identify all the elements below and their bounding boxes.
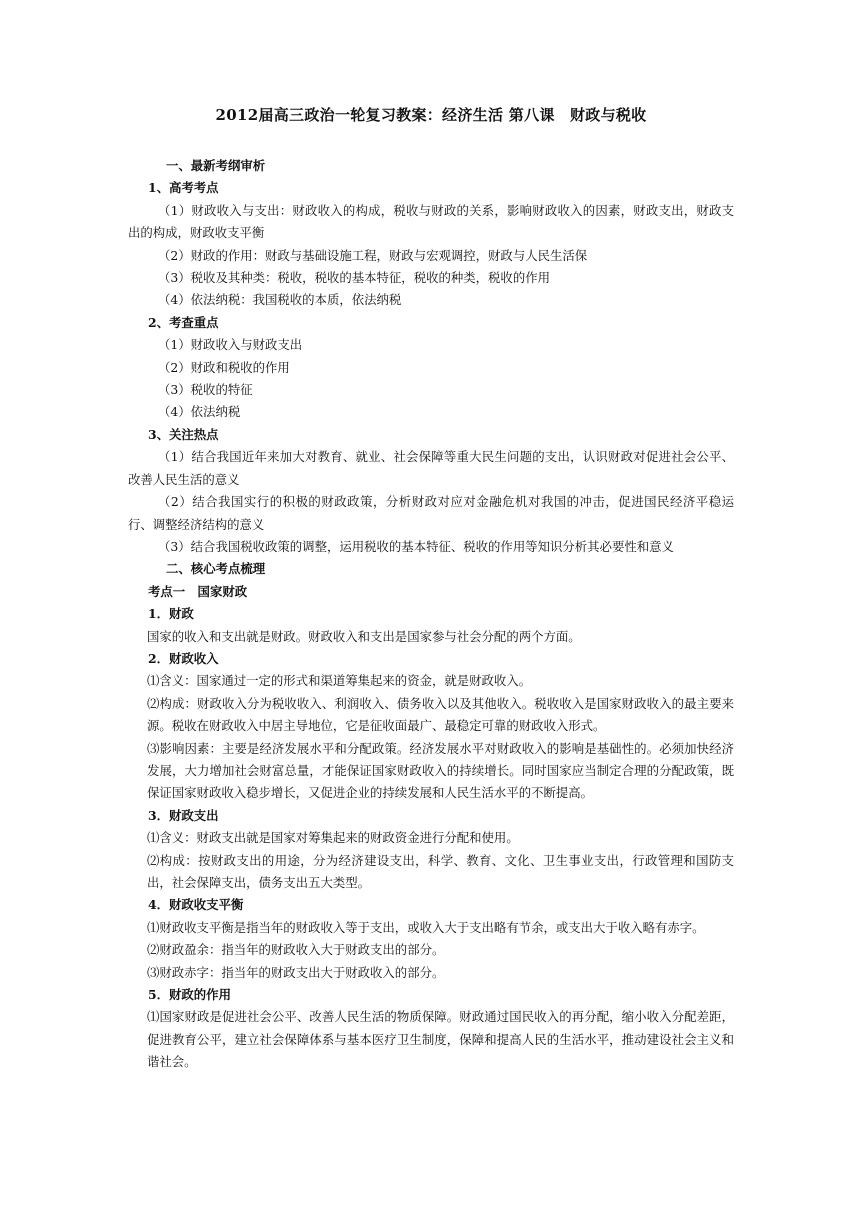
- topic-heading: 考点一 国家财政: [148, 583, 248, 599]
- paragraph: （4）依法纳税: [158, 404, 241, 420]
- subsection-heading: 2．财政收入: [148, 650, 219, 666]
- document-title: 2012届高三政治一轮复习教案：经济生活 第八课 财政与税收: [215, 106, 647, 124]
- subsection-heading: 1．财政: [148, 606, 194, 622]
- paragraph: ⑵构成：按财政支出的用途，分为经济建设支出，科学、教育、文化、卫生事业支出，行政管理和国防支出，社会保障支出，债务支出五大类型。: [147, 852, 734, 890]
- paragraph: ⑴国家财政是促进社会公平、改善人民生活的物质保障。财政通过国民收入的再分配，缩小收入分配差距，促进教育公平，建立社会保障体系与基本医疗卫生制度，保障和提高人民的生活水平，推动建设社会主义和谐社会。: [147, 1009, 734, 1070]
- paragraph: （3）结合我国税收政策的调整，运用税收的基本特征、税收的作用等知识分析其必要性和意义: [158, 538, 674, 554]
- section-heading: 二、核心考点梳理: [166, 561, 266, 577]
- paragraph: （1）结合我国近年来加大对教育、就业、社会保障等重大民生问题的支出，认识财政对促进社会公平、改善人民生活的意义: [128, 449, 734, 487]
- paragraph: （3）税收及其种类：税收，税收的基本特征，税收的种类，税收的作用: [158, 270, 550, 286]
- paragraph: ⑶影响因素：主要是经济发展水平和分配政策。经济发展水平对财政收入的影响是基础性的。必须加快经济发展，大力增加社会财富总量，才能保证国家财政收入的持续增长。同时国家应当制定合理的分配政策，既保证国家财政收入稳步增长，又促进企业的持续发展和人民生活水平的不断提高。: [147, 740, 734, 801]
- subsection-heading: 5．财政的作用: [148, 987, 231, 1003]
- paragraph: ⑶财政赤字：指当年的财政支出大于财政收入的部分。: [147, 964, 445, 980]
- paragraph: ⑴财政收支平衡是指当年的财政收入等于支出，或收入大于支出略有节余，或支出大于收入略有赤字。: [147, 919, 705, 935]
- paragraph: （4）依法纳税：我国税收的本质，依法纳税: [158, 292, 402, 308]
- paragraph: （2）结合我国实行的积极的财政政策，分析财政对应对金融危机对我国的冲击，促进国民经济平稳运行、调整经济结构的意义: [128, 494, 734, 532]
- paragraph: （1）财政收入与财政支出: [158, 337, 303, 353]
- paragraph: （2）财政和税收的作用: [158, 359, 290, 375]
- paragraph: （1）财政收入与支出：财政收入的构成，税收与财政的关系，影响财政收入的因素，财政支出，财政支出的构成，财政收支平衡: [128, 202, 734, 241]
- paragraph: ⑴含义：财政支出就是国家对筹集起来的财政资金进行分配和使用。: [147, 830, 519, 846]
- paragraph: 国家的收入和支出就是财政。财政收入和支出是国家参与社会分配的两个方面。: [147, 628, 581, 644]
- subsection-heading: 3．财政支出: [148, 807, 219, 823]
- paragraph: ⑴含义：国家通过一定的形式和渠道筹集起来的资金，就是财政收入。: [147, 673, 532, 689]
- subsection-heading: 1、高考考点: [148, 180, 219, 196]
- subsection-heading: 3、关注热点: [148, 426, 219, 442]
- paragraph: （3）税收的特征: [158, 382, 253, 398]
- subsection-heading: 4．财政收支平衡: [148, 897, 244, 913]
- section-heading: 一、最新考纲审析: [166, 158, 266, 173]
- subsection-heading: 2、考查重点: [148, 314, 219, 330]
- document-body: [128, 155, 734, 1074]
- paragraph: ⑵财政盈余：指当年的财政收入大于财政支出的部分。: [147, 942, 445, 958]
- paragraph: ⑵构成：财政收入分为税收收入、利润收入、债务收入以及其他收入。税收收入是国家财政收入的最主要来源。税收在财政收入中居主导地位，它是征收面最广、最稳定可靠的财政收入形式。: [147, 695, 734, 734]
- paragraph: （2）财政的作用：财政与基础设施工程，财政与宏观调控，财政与人民生活保: [158, 247, 588, 263]
